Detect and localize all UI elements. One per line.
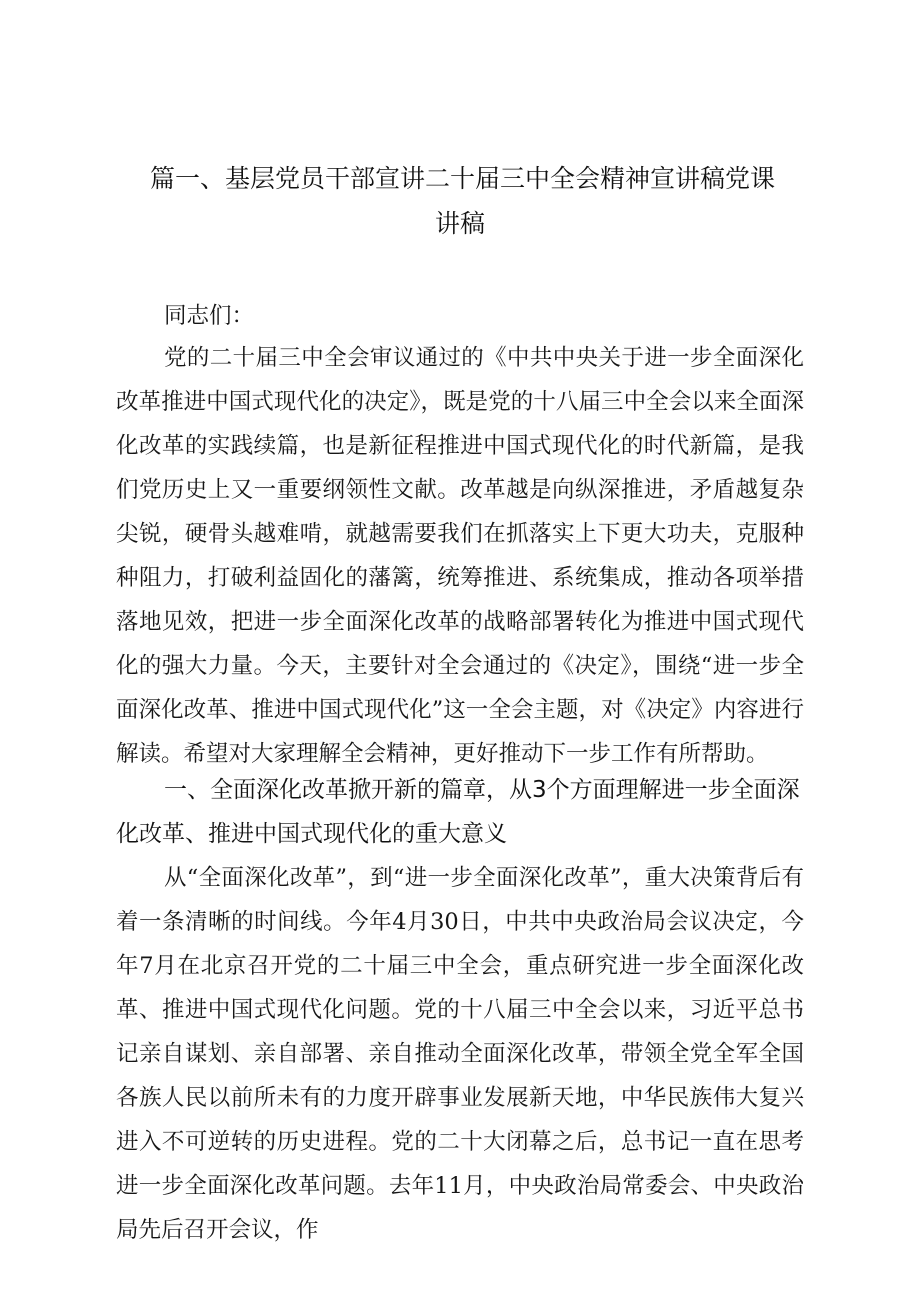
title-line-2: 讲稿 [434,209,485,238]
salutation: 同志们： [164,303,255,329]
paragraph-section-1: 从“全面深化改革”，到“进一步全面深化改革”，重大决策背后有着一条清晰的时间线。今年4月30日，中共中央政治局会议决定，今年7月在北京召开党的二十届三中全会，重点研究进一步全面深化改革、推进中国式现代化问题。党的十八届三中全会以来，习近平总书记亲自谋划、亲自部署、亲自推动全面深化改革，带领全党全军全国各族人民以前所未有的力度开辟事业发展新天地，中华民族伟大复兴进入不可逆转的历史进程。党的二十大闭幕之后，总书记一直在思考进一步全面深化改革问题。去年11月，中央政治局常委会、中央政治局先后召开会议，作 [116,865,804,1243]
paragraph-intro: 党的二十届三中全会审议通过的《中共中央关于进一步全面深化改革推进中国式现代化的决定》，既是党的十八届三中全会以来全面深化改革的实践续篇，也是新征程推进中国式现代化的时代新篇，是我们党历史上又一重要纲领性文献。改革越是向纵深推进，矛盾越复杂尖锐，硬骨头越难啃，就越需要我们在抓落实上下更大功夫，克服种种阻力，打破利益固化的藩篱，统筹推进、系统集成，推动各项举措落地见效，把进一步全面深化改革的战略部署转化为推进中国式现代化的强大力量。今天，主要针对全会通过的《决定》，围绕“进一步全面深化改革、推进中国式现代化”这一全会主题，对《决定》内容进行解读。希望对大家理解全会精神，更好推动下一步工作有所帮助。 [116,345,804,767]
title-line-1: 篇一、基层党员干部宣讲二十届三中全会精神宣讲稿党课 [150,164,776,193]
section-heading-1: 一、全面深化改革掀开新的篇章，从3个方面理解进一步全面深化改革、推进中国式现代化的重大意义 [116,777,800,847]
document-title [150,156,776,246]
